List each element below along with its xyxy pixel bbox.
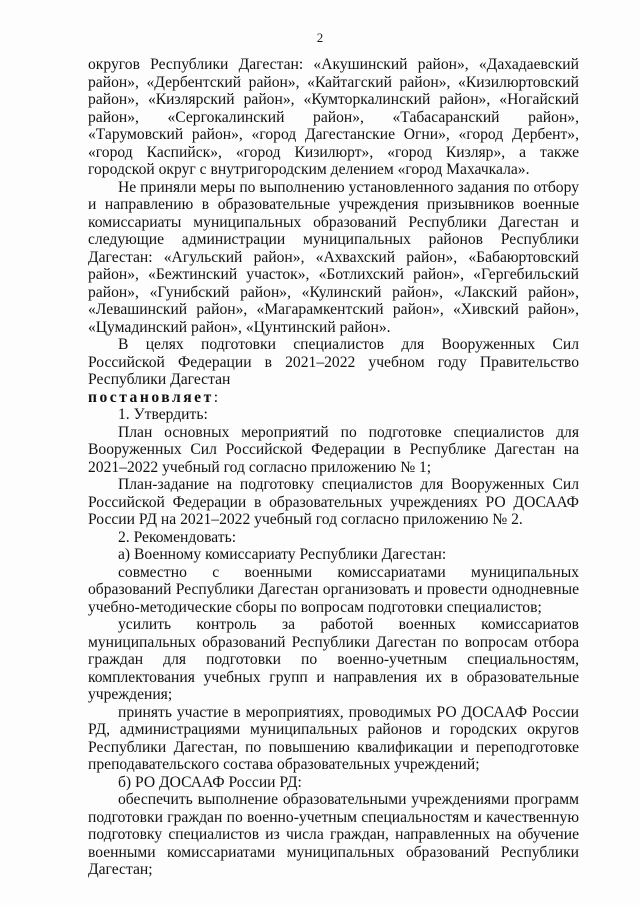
document-body — [88, 56, 579, 879]
paragraph-purpose: В целях подготовки специалистов для Вооруженных Сил Российской Федерации в 2021–2022 учебном году Правительство Республики Дагестан — [88, 336, 579, 388]
paragraph-item-2b: б) РО ДОСААФ России РД: — [118, 773, 302, 791]
page-number: 2 — [316, 30, 324, 45]
paragraph-ensure-programs: обеспечить выполнение образовательными учреждениями программ подготовки граждан по военно-учетным специальностям и качественную подготовку специалистов из числа граждан, направленных на обучение военными комиссариатами муниципальных образований Республики Дагестан; — [88, 791, 579, 878]
resolves-word: постановляет — [88, 388, 214, 406]
paragraph-districts-continued: округов Республики Дагестан: «Акушинский район», «Дахадаевский район», «Дербентский район», «Кайтагский район», «Кизилюртовский район», «Кизлярский район», «Кумторкалинский район», «Ногайский район», «Сергокалинский район», «Табасаранский район», «Тарумовский район», «город Дагестанские Огни», «город Дербент», «город Каспийск», «город Кизилюрт», «город Кизляр», а также городской округ с внутригородским делением «город Махачкала». — [88, 56, 579, 178]
paragraph-item-2: 2. Рекомендовать: — [118, 528, 237, 546]
paragraph-not-taken-measures: Не приняли меры по выполнению установленного задания по отбору и направлению в образовательные учреждения призывников военные комиссариаты муниципальных образований Республики Дагестан и следующие администрации муниципальных районов Республики Дагестан: «Агульский район», «Ахвахский район», «Бабаюртовский район», «Бежтинский участок», «Ботлихский район», «Гергебильский район», «Гунибский район», «Кулинский район», «Лакский район», «Левашинский район», «Магарамкентский район», «Хивский район», «Цумадинский район», «Цунтинский район». — [88, 178, 579, 336]
paragraph-item-2a: а) Военному комиссариату Республики Дагестан: — [118, 546, 447, 563]
paragraph-plan-measures: План основных мероприятий по подготовке специалистов для Вооруженных Сил Российской Федерации в Республике Дагестан на 2021–2022 учебный год согласно приложению № 1; — [88, 423, 579, 476]
paragraph-resolves — [88, 389, 579, 407]
paragraph-strengthen-control: усилить контроль за работой военных комиссариатов муниципальных образований Республики Дагестан по вопросам отбора граждан для подготовки по военно-учетным специальностям, комплектования учебных групп и направления их в образовательные учреждения; — [88, 616, 579, 703]
resolves-colon: : — [213, 388, 219, 406]
paragraph-item-1: 1. Утвердить: — [118, 406, 208, 423]
paragraph-training-sessions: совместно с военными комиссариатами муниципальных образований Республики Дагестан организовать и провести однодневные учебно-методические сборы по вопросам подготовки специалистов; — [88, 563, 579, 616]
paragraph-plan-assignment: План-задание на подготовку специалистов для Вооруженных Сил Российской Федерации в образовательных учреждениях РО ДОСААФ России РД на 2021–2022 учебный год согласно приложению № 2. — [88, 476, 579, 528]
paragraph-participate: принять участие в мероприятиях, проводимых РО ДОСААФ России РД, администрациями муниципальных районов и городских округов Республики Дагестан, по повышению квалификации и переподготовке преподавательского состава образовательных учреждений; — [88, 703, 579, 773]
